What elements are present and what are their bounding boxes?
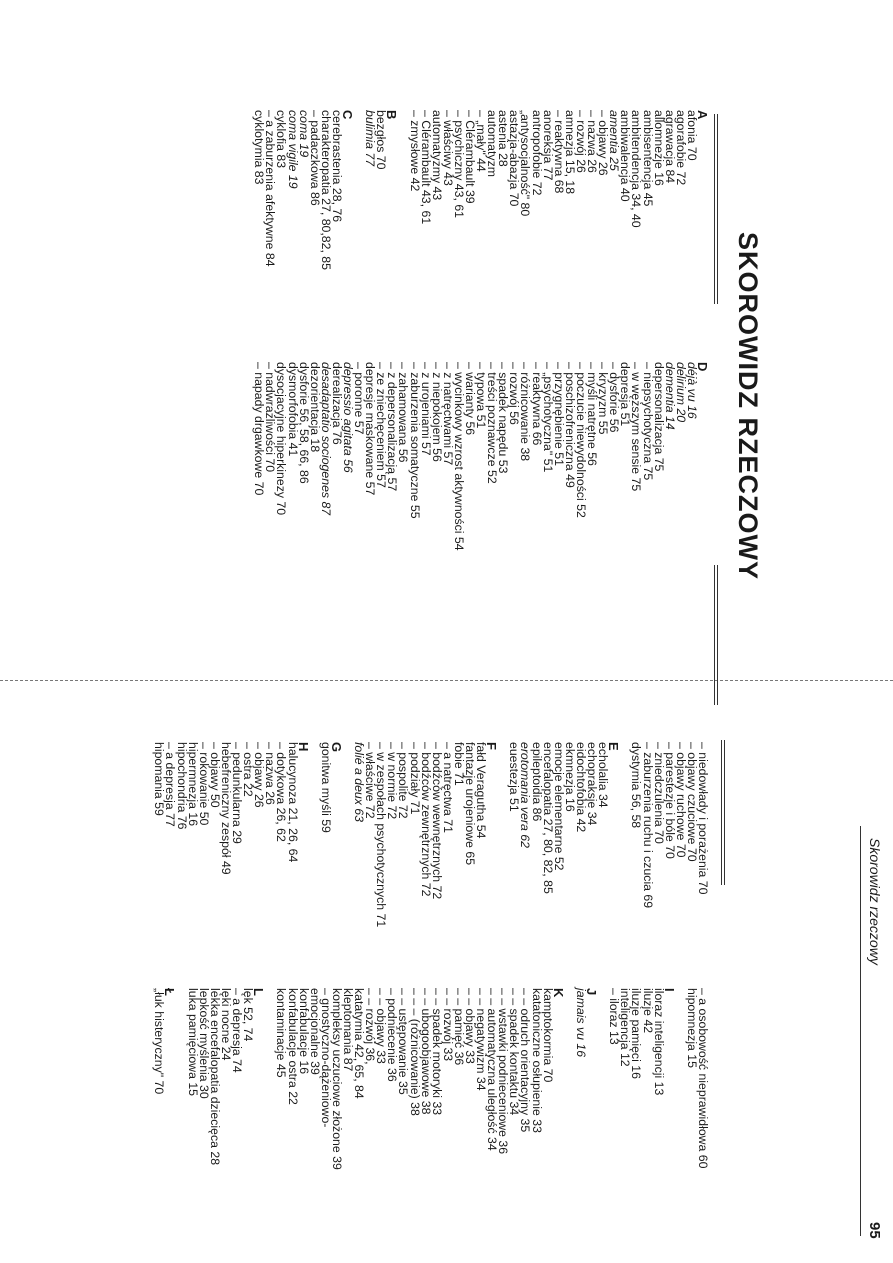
- index-entry: „łuk histeryczny" 70: [152, 988, 167, 1095]
- index-entry: – objawy 50: [207, 742, 222, 808]
- column-rule-1: [714, 114, 718, 304]
- index-entry: ambitendencja 34, 40: [629, 110, 644, 228]
- section-letter: L: [251, 988, 267, 996]
- section-letter: C: [340, 110, 355, 120]
- page-title: SKOROWIDZ RZECZOWY: [733, 232, 763, 580]
- index-entry: euestezja 51: [507, 742, 522, 812]
- index-entry: – a natręctwa 71: [440, 742, 455, 833]
- index-entry: echolalia 34: [596, 742, 611, 808]
- index-entry: – – rozwój 36,: [363, 988, 378, 1065]
- index-entry: lekka encefalopatia dziecięca 28: [207, 988, 222, 1166]
- section-letter: D: [695, 362, 710, 372]
- index-entry: – zniedczulenia 70: [651, 742, 666, 844]
- index-entry: echopraksje 34: [585, 742, 600, 826]
- index-entry: – nadwrażliwości 70: [263, 362, 278, 473]
- index-entry: dystymia 56, 58: [629, 742, 644, 829]
- index-entry: – – automatyczna uległość 34: [485, 988, 500, 1151]
- index-entry: „antysocjalność" 80: [518, 110, 533, 217]
- index-entry: – – ubogoobjawowe 38: [418, 988, 433, 1115]
- index-entry: afonia 70: [684, 110, 699, 161]
- index-entry: luka pamięciowa 15: [185, 988, 200, 1097]
- index-entry: – Clérambault 39: [463, 110, 478, 204]
- index-entry: – poronne 57: [352, 362, 367, 435]
- index-entry: emocje elementarne 52: [551, 742, 566, 871]
- index-entry: fantazje urojeniowe 65: [463, 742, 478, 866]
- index-entry: déjà vu 16: [684, 362, 699, 419]
- index-entry: fałd Veragutha 54: [474, 742, 489, 839]
- index-entry: – zaburzenia somatyczne 55: [407, 362, 422, 519]
- index-entry: katatoniczne osłupienie 33: [529, 988, 544, 1133]
- index-entry: ambisentencja 45: [640, 110, 655, 207]
- index-entry: – warianty 56: [463, 362, 478, 436]
- section-letter: J: [584, 988, 600, 996]
- index-entry: halucynoza 21, 26, 64: [285, 742, 300, 863]
- index-entry: – niepsychotyczna 75: [640, 362, 655, 481]
- index-entry: – a depresja 74: [230, 988, 245, 1073]
- index-entry: cyklofia 83: [274, 110, 289, 169]
- index-entry: – ostra 22: [241, 742, 256, 797]
- index-entry: – psychiczny 43, 61: [451, 110, 466, 219]
- index-column-2: [253, 362, 708, 551]
- index-entry: – objawy czuciowe 70: [684, 742, 699, 862]
- index-entry: – reaktywna 68: [551, 110, 566, 194]
- index-entry: jamais vu 16: [573, 988, 588, 1058]
- index-entry: – iloraz 13: [607, 988, 622, 1045]
- spacer: [397, 110, 408, 270]
- index-entry: – pospolite 72: [396, 742, 411, 819]
- index-entry: folié a deux 63: [352, 742, 367, 822]
- index-entry: allomnezje 16: [651, 110, 666, 186]
- index-entry: gonitwa myśli 59: [318, 742, 333, 833]
- index-entry: dementia 14: [662, 362, 677, 430]
- index-entry: dysocjacyjne hiperkinezy 70: [274, 362, 289, 516]
- index-entry: lęk 52, 74: [241, 988, 256, 1042]
- index-entry: – zaburzenia ruchu i czucia 69: [640, 742, 655, 909]
- index-entry: – poczucie niewydolności 52: [573, 362, 588, 518]
- index-entry: ambiwalencja 40: [618, 110, 633, 202]
- index-entry: – a zaburzenia afektywne 84: [263, 110, 278, 267]
- index-entry: – różnicowanie 38: [518, 362, 533, 462]
- index-entry: – – objawy 33: [374, 988, 389, 1064]
- index-entry: – kryzyzm 55: [596, 362, 611, 435]
- index-entry: – treści poznawcze 52: [485, 362, 500, 484]
- index-entry: – nazwa 26: [585, 110, 600, 173]
- index-entry: lepkość myślenia 30: [196, 988, 211, 1099]
- index-entry: – podniecenie 36: [385, 988, 400, 1082]
- index-entry: – parestezje i bóle 70: [662, 742, 677, 859]
- index-entry: – bodźców wewnętrznych 72: [429, 742, 444, 900]
- index-entry: konfabulacje 16: [296, 988, 311, 1075]
- index-entry: – objawy 26: [252, 742, 267, 808]
- index-entry: kleptomania 87: [341, 988, 355, 1072]
- index-entry: – rokowanie 50: [196, 742, 211, 826]
- index-entry: amentia 25: [607, 110, 622, 171]
- index-entry: – podziały 71: [407, 742, 422, 815]
- index-entry: – gnostyczno-dążeniowo-: [318, 988, 333, 1128]
- index-entry: – rozwój 56: [507, 362, 522, 425]
- index-entry: – w zespołach psychotycznych 71: [374, 742, 389, 928]
- index-entry: cerebrastenia 28, 76: [329, 110, 344, 223]
- index-entry: katatymia 42, 65, 84: [352, 988, 367, 1099]
- index-entry: coma 19: [296, 110, 311, 158]
- index-entry: – w normie 72: [385, 742, 400, 820]
- fold-line: [0, 680, 893, 682]
- index-entry: kontaminacje 45: [274, 988, 289, 1078]
- index-entry: antropofobie 72: [529, 110, 544, 196]
- index-entry: bulimia 77: [363, 110, 378, 167]
- index-entry: hipomania 59: [152, 742, 167, 816]
- index-column-4: [153, 988, 708, 1170]
- index-entry: – a depresja 77: [163, 742, 178, 827]
- index-entry: – objawy 26: [596, 110, 611, 176]
- index-entry: astazja-abazja 70: [507, 110, 522, 207]
- header-rule: [860, 826, 861, 1236]
- index-entry: – rozwój 26: [573, 110, 588, 173]
- column-rule-2: [714, 565, 718, 705]
- section-letter: G: [328, 742, 344, 753]
- index-entry: depersonalizacja 75: [651, 362, 666, 472]
- index-entry: – – odruch orientacyjny 35: [518, 988, 533, 1133]
- index-entry: – poschizofreniczna 49: [562, 362, 577, 488]
- index-entry: hipochondria 76: [174, 742, 189, 830]
- index-entry: inteligencja 12: [618, 988, 633, 1067]
- index-entry: – – ustępowanie 35: [396, 988, 411, 1095]
- section-letter: F: [484, 742, 500, 750]
- index-entry: agorafobie 72: [673, 110, 688, 186]
- index-entry: eidochtofobia 42: [573, 742, 588, 833]
- index-entry: – wycinkowy wzrost aktywności 54: [451, 362, 466, 551]
- index-entry: – właściwe 72: [363, 742, 378, 819]
- page-number: 95: [866, 1222, 883, 1239]
- index-entry: hipomnezja 15: [684, 988, 699, 1068]
- index-entry: cyklotymia 83: [252, 110, 267, 185]
- index-entry: encefalopatia 27, 80, 82, 85: [540, 742, 555, 894]
- index-entry: – padaczkowa 86: [307, 110, 322, 206]
- index-entry: epileptoidia 86: [529, 742, 544, 822]
- index-entry: – myśli natrętne 56: [585, 362, 600, 466]
- index-entry: – ze zniechęceniem 57: [374, 362, 389, 488]
- index-entry: charakteropatia 27, 80,82, 85: [318, 110, 333, 270]
- index-entry: fobie 71: [451, 742, 466, 786]
- index-entry: – z urojeniami 57: [418, 362, 433, 456]
- index-entry: – „psychotyczna" 51: [540, 362, 555, 473]
- index-entry: – – rozwój 33: [440, 988, 455, 1062]
- index-entry: coma vigile 19: [285, 110, 300, 189]
- index-entry: astenia 28: [496, 110, 511, 167]
- index-entry: konfabulacje ostra 22: [285, 988, 300, 1105]
- section-letter: B: [384, 110, 400, 120]
- index-entry: – – wstawki podnieceniowe 36: [496, 988, 511, 1155]
- spacer: [176, 988, 187, 1170]
- index-entry: – w węższym sensie 75: [629, 362, 644, 492]
- index-entry: – właściwy 43: [440, 110, 455, 186]
- index-entry: – – objawy 33: [463, 988, 478, 1064]
- index-entry: delirium 20: [673, 362, 688, 423]
- index-entry: – – negatywizm 34: [474, 988, 489, 1091]
- index-entry: desadaptatio sociogenes 87: [318, 362, 333, 516]
- index-entry: – dysforie 56: [607, 362, 622, 433]
- index-entry: automatyzmy 43: [429, 110, 444, 201]
- section-letter: E: [606, 742, 622, 751]
- index-entry: kamptokormia 70: [540, 988, 555, 1083]
- index-entry: iloraz inteligencji 13: [651, 988, 666, 1096]
- index-entry: derealizacja 76: [329, 362, 344, 445]
- index-entry: iluzje 42: [640, 988, 655, 1034]
- index-entry: – przygnębienie 51: [551, 362, 566, 466]
- index-entry: – a osobowość nieprawidłowa 60: [696, 988, 710, 1169]
- index-entry: – niedowłady i porażenia 70: [696, 742, 710, 895]
- index-entry: anoreksja 77: [540, 110, 555, 181]
- index-entry: depresja 51: [618, 362, 633, 427]
- index-entry: – nazwa 26: [263, 742, 278, 805]
- index-entry: iluzje pamięci 16: [629, 988, 644, 1079]
- index-entry: amnezja 15, 18: [562, 110, 577, 195]
- index-entry: depressio agitata 56: [341, 362, 355, 473]
- index-entry: dezorientacja 18: [307, 362, 322, 453]
- column-rule-3: [721, 740, 725, 885]
- index-entry: – „mały" 44: [474, 110, 489, 172]
- index-entry: ekmnezja 16: [562, 742, 577, 812]
- running-head: Skorowidz rzeczowy: [867, 838, 883, 965]
- index-column-3: [153, 742, 708, 927]
- index-entry: – reaktywna 66: [529, 362, 544, 446]
- index-entry: – – spadek motoryki 33: [429, 988, 444, 1116]
- index-entry: – – – (różnicowanie) 38: [407, 988, 422, 1116]
- index-entry: – z natręctwami 57: [440, 362, 455, 466]
- index-entry: erotomania vera 62: [518, 742, 533, 848]
- index-entry: dysmorfofobia 41: [285, 362, 300, 457]
- index-entry: – zmysłowe 42: [407, 110, 422, 192]
- index-entry: – z depersonalizacją 57: [385, 362, 400, 492]
- index-entry: dysforie 56, 58, 66, 86: [296, 362, 311, 484]
- section-letter: H: [295, 742, 311, 752]
- index-entry: – napady drgawkowe 70: [252, 362, 267, 496]
- index-entry: bezgłos 70: [374, 110, 389, 170]
- index-entry: kompleksy uczuciowe złożone 39: [329, 988, 344, 1170]
- index-entry: – objawy ruchowe 70: [673, 742, 688, 858]
- index-entry: – – spadek kontaktu 34: [507, 988, 522, 1116]
- index-entry: – bodźców zewnętrznych 72: [418, 742, 433, 897]
- index-entry: agrawacja 84: [662, 110, 677, 184]
- section-letter: A: [695, 110, 710, 120]
- index-entry: – – pamięć 36: [451, 988, 466, 1066]
- index-entry: – spadek napędu 53: [496, 362, 511, 474]
- index-entry: – typowa 51: [474, 362, 489, 429]
- index-entry: lęki nocne 24: [218, 988, 233, 1061]
- index-entry: emocjonalne 39: [307, 988, 322, 1075]
- index-entry: – dotykowa 26, 62: [274, 742, 289, 842]
- section-letter: K: [550, 988, 566, 998]
- index-entry: hebefreniczny zespół 49: [218, 742, 233, 875]
- index-entry: – zahamowana 56: [396, 362, 411, 463]
- index-entry: – z niepokojem 56: [429, 362, 444, 462]
- section-letter: I: [661, 988, 677, 992]
- index-entry: automatyzm: [485, 110, 500, 177]
- index-entry: – Clérambault 43, 61: [418, 110, 433, 225]
- index-entry: hipermnezja 16: [185, 742, 200, 827]
- index-column-1: [253, 110, 708, 270]
- index-entry: depresje maskowane 57: [363, 362, 378, 496]
- section-letter: Ł: [162, 988, 178, 996]
- index-entry: – pedunkularna 29: [230, 742, 245, 844]
